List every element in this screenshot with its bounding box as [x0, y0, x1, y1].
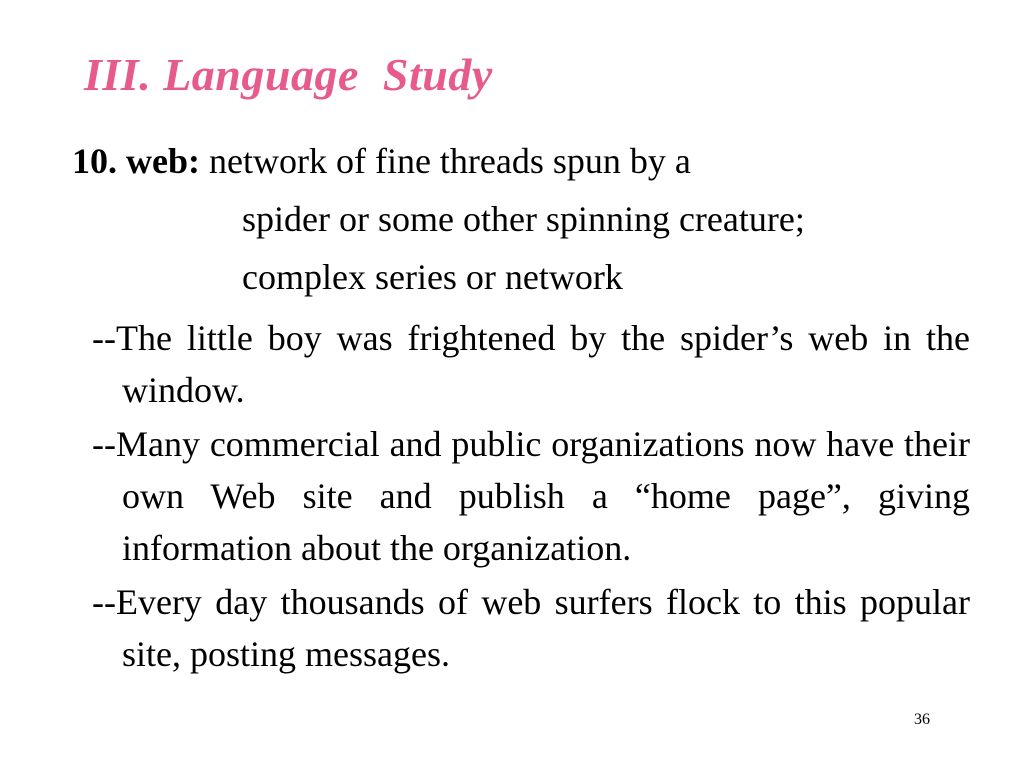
example-sentence-3: --Every day thousands of web surfers flock to this popular site, posting messages. — [92, 582, 970, 674]
definition-text-3: complex series or network — [242, 257, 623, 297]
page-number: 36 — [914, 711, 930, 728]
definition-block — [72, 132, 972, 306]
examples-list — [92, 312, 970, 682]
definition-term: 10. web: — [72, 141, 200, 181]
definition-text-1: network of fine threads spun by a — [200, 141, 691, 181]
definition-text-2: spider or some other spinning creature; — [242, 199, 805, 239]
definition-line-1 — [72, 132, 972, 190]
slide-title: III. Language Study — [84, 49, 493, 100]
example-sentence-2: --Many commercial and public organizations now have their own Web site and publish a “home page”, giving information about the organization. — [92, 424, 970, 568]
example-sentence-1: --The little boy was frightened by the spider’s web in the window. — [92, 318, 970, 410]
